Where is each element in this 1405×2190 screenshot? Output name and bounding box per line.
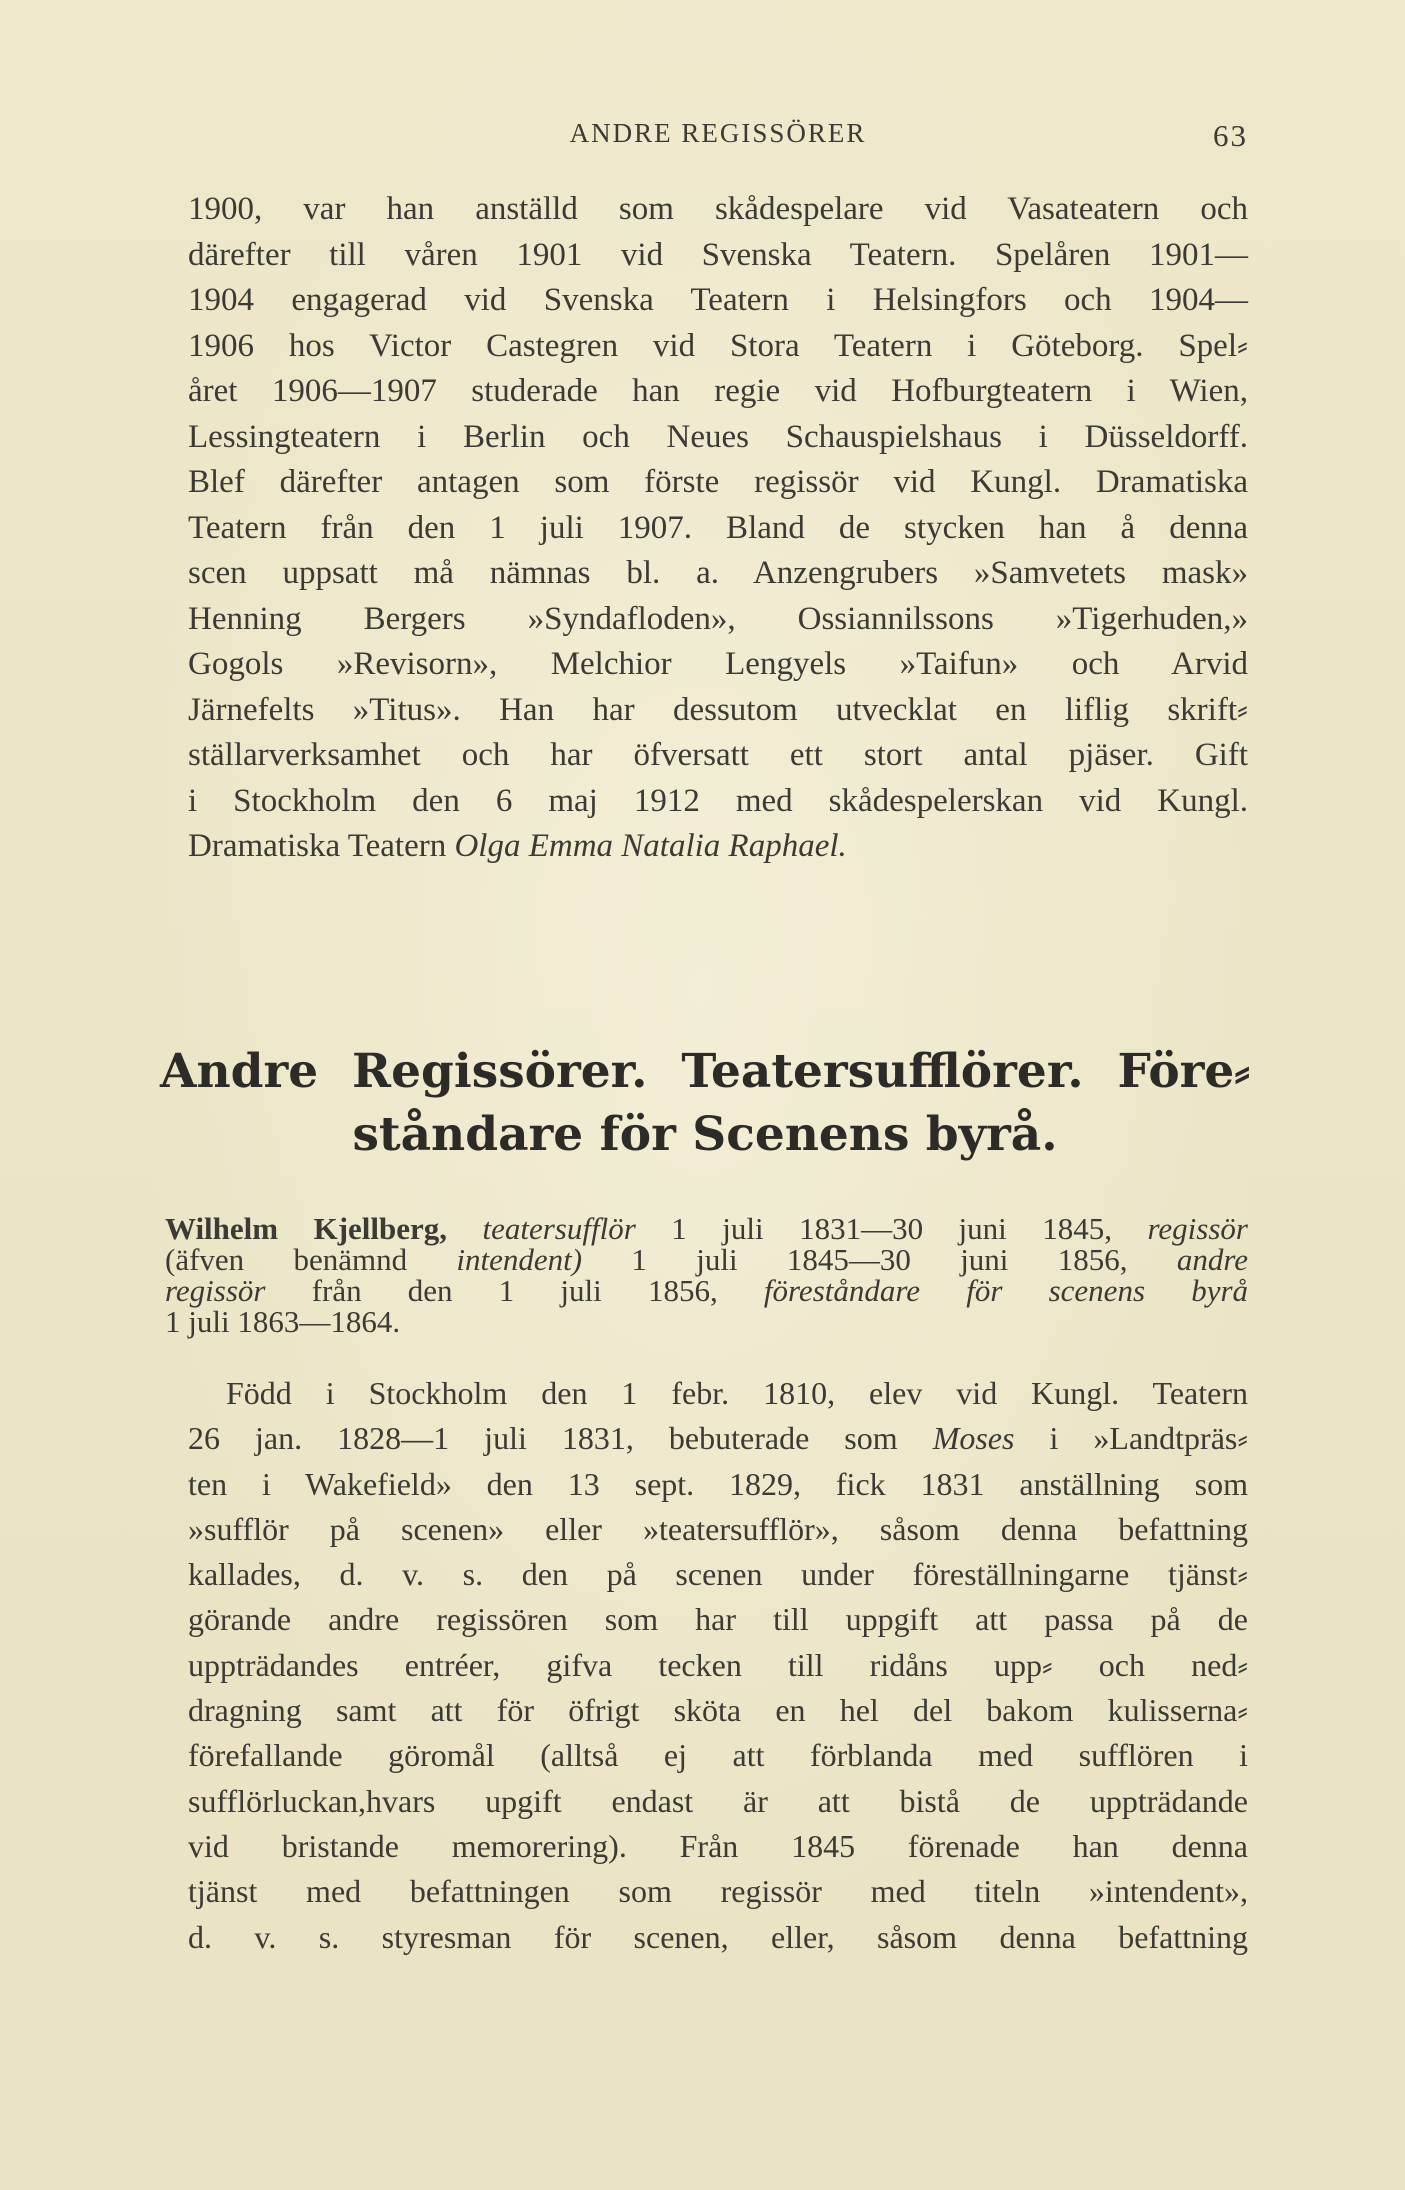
text-line: Lessingteatern i Berlin och Neues Schauspielshaus i Düsseldorff. bbox=[188, 418, 1248, 455]
entry-line bbox=[165, 1213, 1248, 1244]
dates: från den 1 juli 1856, bbox=[311, 1273, 718, 1308]
text-line: Järnefelts »Titus». Han har dessutom utvecklat en liflig skrift⸗ bbox=[188, 691, 1248, 728]
text-line: därefter till våren 1901 vid Svenska Teatern. Spelåren 1901— bbox=[188, 236, 1248, 273]
entry-line bbox=[165, 1306, 1248, 1337]
dates: 1 juli 1863—1864. bbox=[165, 1304, 401, 1339]
bio-text: i »Landtpräs⸗ bbox=[1049, 1420, 1249, 1457]
role: regissör bbox=[1147, 1211, 1248, 1246]
text-line: ställarverksamhet och har öfversatt ett stort antal pjäser. Gift bbox=[188, 737, 1248, 773]
text-line bbox=[188, 1416, 1248, 1461]
text-line: 1906 hos Victor Castegren vid Stora Teatern i Göteborg. Spel⸗ bbox=[188, 327, 1248, 364]
person-entry-header bbox=[165, 1213, 1248, 1337]
text-line: 1904 engagerad vid Svenska Teatern i Helsingfors och 1904— bbox=[188, 282, 1248, 318]
text-line: i Stockholm den 6 maj 1912 med skådespelerskan vid Kungl. bbox=[188, 782, 1248, 819]
spouse-name: Olga Emma Natalia Raphael. bbox=[454, 828, 847, 864]
intro-paragraph bbox=[188, 187, 1248, 870]
dates: 1 juli 1845—30 juni 1856, bbox=[631, 1242, 1128, 1277]
text-line: dragning samt att för öfrigt sköta en hel del bakom kulisserna⸗ bbox=[188, 1692, 1248, 1729]
text-line: Blef därefter antagen som förste regissör vid Kungl. Dramatiska bbox=[188, 464, 1248, 500]
text-line: »sufflör på scenen» eller »teatersufflör», såsom denna befattning bbox=[188, 1510, 1248, 1547]
section-heading bbox=[160, 1040, 1250, 1166]
text-line: kallades, d. v. s. den på scenen under föreställningarne tjänst⸗ bbox=[188, 1556, 1248, 1593]
text-line: ten i Wakefield» den 13 sept. 1829, fick 1831 anställning som bbox=[188, 1465, 1248, 1502]
text-line: uppträdandes entréer, gifva tecken till ridåns upp⸗ och ned⸗ bbox=[188, 1646, 1248, 1683]
text-line: förefallande göromål (alltså ej att förblanda med sufflören i bbox=[188, 1737, 1248, 1774]
role: intendent) bbox=[456, 1242, 583, 1277]
person-name: Wilhelm Kjellberg, bbox=[165, 1211, 448, 1246]
text-line: Född i Stockholm den 1 febr. 1810, elev vid Kungl. Teatern bbox=[226, 1375, 1248, 1411]
running-head bbox=[188, 118, 1248, 152]
text-line: scen uppsatt må nämnas bl. a. Anzengrubers »Samvetets mask» bbox=[188, 555, 1248, 591]
role: teatersufflör bbox=[482, 1211, 636, 1246]
role-name: Moses bbox=[932, 1420, 1015, 1457]
text-line: d. v. s. styresman för scenen, eller, såsom denna befattning bbox=[188, 1918, 1248, 1955]
biography-paragraph bbox=[188, 1371, 1248, 1960]
text-line: Gogols »Revisorn», Melchior Lengyels »Taifun» och Arvid bbox=[188, 646, 1248, 682]
text-line: året 1906—1907 studerade han regie vid Hofburgteatern i Wien, bbox=[188, 373, 1248, 409]
text-line: tjänst med befattningen som regissör med titeln »intendent», bbox=[188, 1873, 1248, 1910]
page-number: 63 bbox=[1213, 118, 1248, 153]
entry-line bbox=[165, 1275, 1248, 1306]
text-line: 1900, var han anställd som skådespelare vid Vasateatern och bbox=[188, 191, 1248, 227]
intro-last-text: Dramatiska Teatern bbox=[188, 828, 447, 864]
entry-text: (äfven benämnd bbox=[165, 1242, 408, 1277]
text-line: görande andre regissören som har till uppgift att passa på de bbox=[188, 1601, 1248, 1638]
running-title: ANDRE REGISSÖRER bbox=[569, 118, 867, 148]
text-line: vid bristande memorering). Från 1845 förenade han denna bbox=[188, 1827, 1248, 1864]
role: regissör bbox=[165, 1273, 266, 1308]
role: andre bbox=[1176, 1242, 1248, 1277]
text-line-last bbox=[188, 824, 1248, 870]
bio-text: 26 jan. 1828—1 juli 1831, bebuterade som bbox=[188, 1420, 898, 1457]
text-line: sufflörluckan,hvars upgift endast är att bistå de uppträdande bbox=[188, 1782, 1248, 1819]
text-line: Teatern från den 1 juli 1907. Bland de stycken han å denna bbox=[188, 509, 1248, 546]
dates: 1 juli 1831—30 juni 1845, bbox=[671, 1211, 1113, 1246]
entry-line bbox=[165, 1244, 1248, 1275]
section-heading-line-2: ståndare för Scenens byrå. bbox=[352, 1107, 1058, 1162]
section-heading-line-1: Andre Regissörer. Teatersufflörer. Före⸗ bbox=[160, 1044, 1250, 1099]
text-line: Henning Bergers »Syndafloden», Ossiannilssons »Tigerhuden,» bbox=[188, 600, 1248, 637]
role: föreståndare för scenens byrå bbox=[763, 1273, 1249, 1308]
